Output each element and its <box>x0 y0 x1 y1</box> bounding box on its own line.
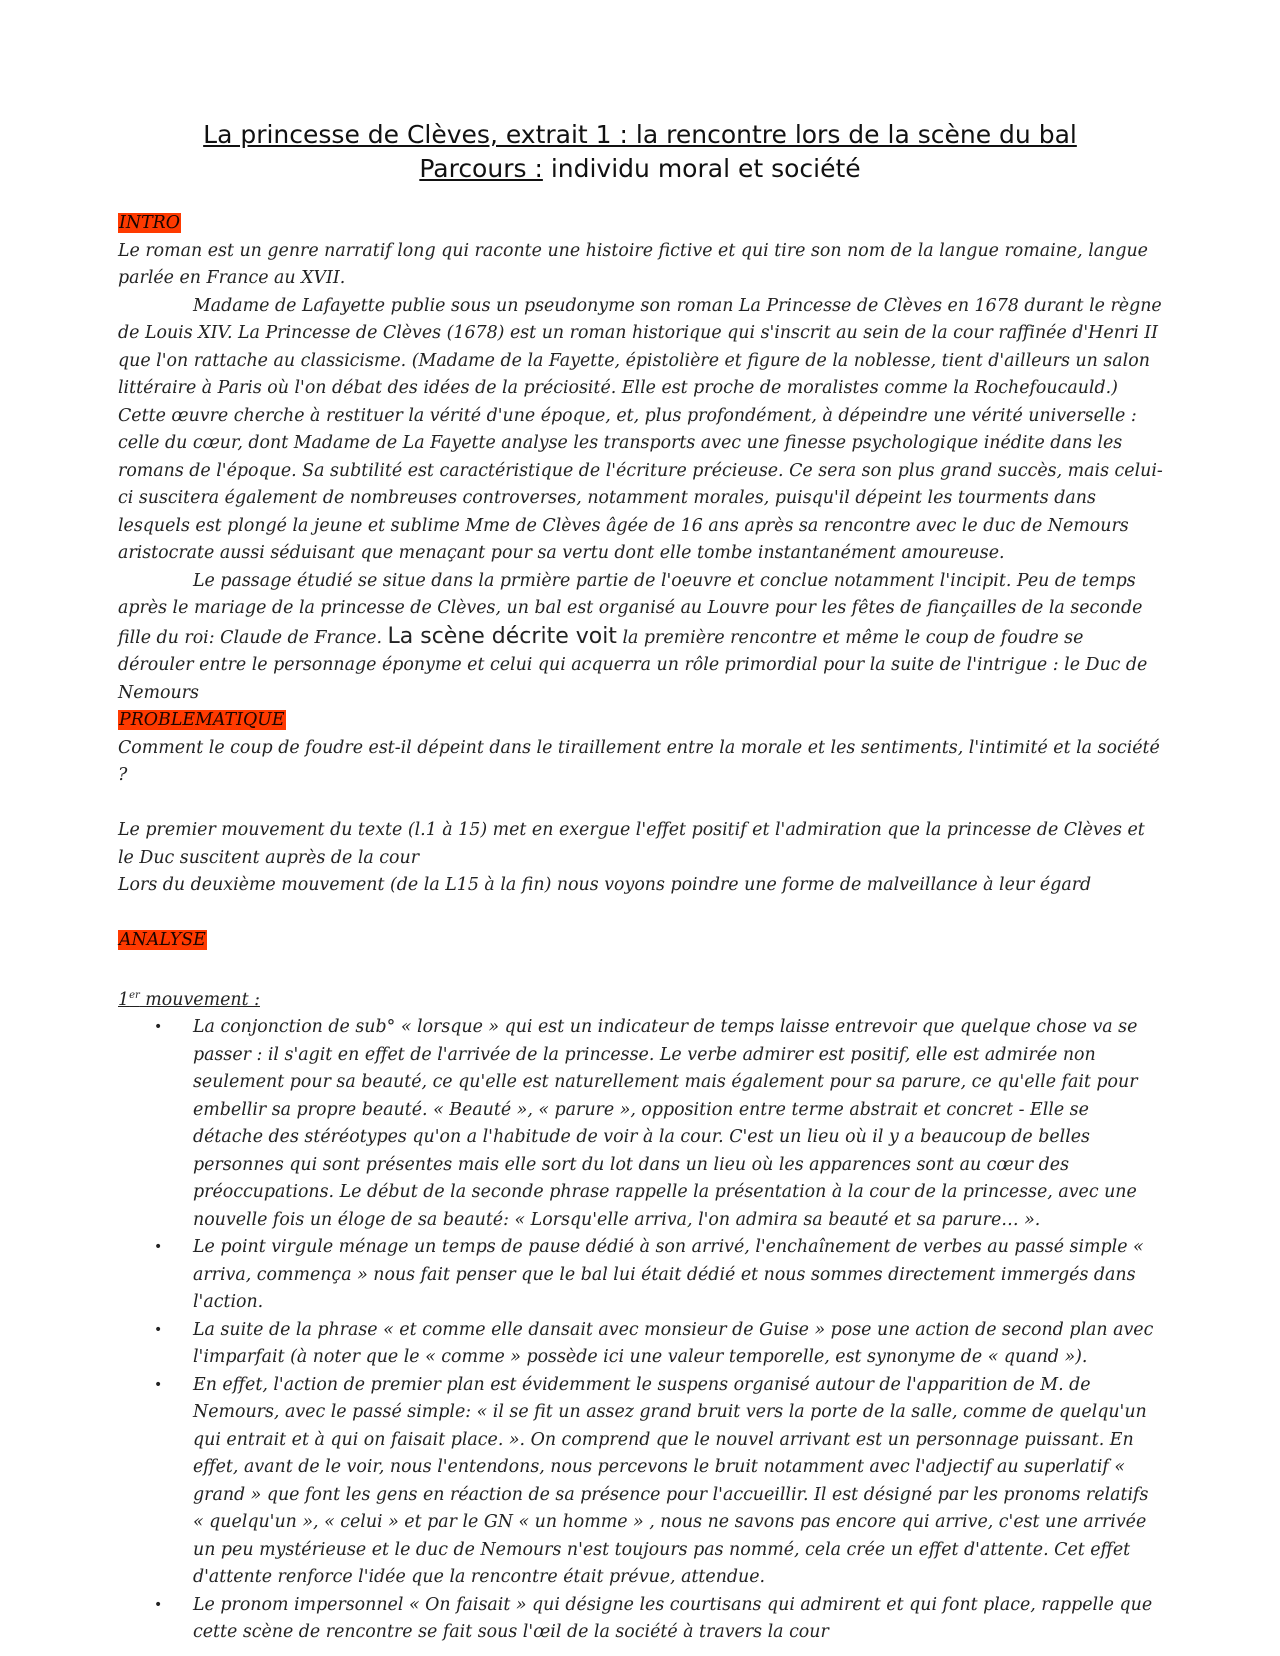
bullet-icon: • <box>154 1321 163 1338</box>
movement-2-summary: Lors du deuxième mouvement (de la L15 à la fin) nous voyons poindre une forme de malveillance à leur égard <box>118 875 1092 895</box>
intro-paragraph-3-emphasis: La scène décrite voit <box>387 623 617 649</box>
intro-paragraph-2: Madame de Lafayette publie sous un pseudonyme son roman La Princesse de Clèves en 1678 durant le règne de Louis XIV. La Princesse de Clèves (1678) est un roman historique qui s'inscrit au sein de la cour raffinée d'Henri II que l'on rattache au classicisme. (Madame de la Fayette, épistolière et figure de la noblesse, tient d'ailleurs un salon littéraire à Paris où l'on débat des idées de la préciosité. Elle est proche de moralistes comme la Rochefoucauld.) Cette œuvre cherche à restituer la vérité d'une époque, et, plus profondément, à dépeindre une vérité universelle : celle du cœur, dont Madame de La Fayette analyse les transports avec une finesse psychologique inédite dans les romans de l'époque. Sa subtilité est caractéristique de l'écriture précieuse. Ce sera son plus grand succès, mais celui-ci suscitera également de nombreuses controverses, notamment morales, puisqu'il dépeint les tourments dans lesquels est plongé la jeune et sublime Mme de Clèves âgée de 16 ans après sa rencontre avec le duc de Nemours aristocrate aussi séduisant que menaçant pour sa vertu dont elle tombe instantanément amoureuse. <box>118 295 1163 563</box>
intro-paragraph-3-end: la première rencontre et même le coup de foudre se dérouler entre le personnage éponyme et celui qui acquerra un rôle primordial pour la suite de l'intrigue : le Duc de Nemours <box>118 627 1148 703</box>
intro-paragraph-3 <box>118 568 1163 708</box>
document-body <box>118 210 1163 1647</box>
list-item-text: Le pronom impersonnel « On faisait » qui désigne les courtisans qui admirent et qui font place, rappelle que cette scène de rencontre se fait sous l'œil de la société à travers la cour <box>193 1594 1153 1643</box>
analyse-heading: ANALYSE <box>119 930 206 950</box>
title-line: La princesse de Clèves, extrait 1 : la rencontre lors de la scène du bal <box>203 120 1077 149</box>
list-item <box>118 1317 1163 1372</box>
list-item <box>118 1014 1163 1234</box>
problematique-question: Comment le coup de foudre est-il dépeint dans le tiraillement entre la morale et les sentiments, l'intimité et la société ? <box>118 737 1160 785</box>
parcours-label: Parcours : <box>419 154 543 183</box>
bullet-icon: • <box>154 1019 163 1036</box>
movement-1-summary: Le premier mouvement du texte (l.1 à 15) met en exergue l'effet positif et l'admiration que la princesse de Clèves et le Duc suscitent auprès de la cour <box>118 820 1145 868</box>
movement-ordinal: er <box>129 990 140 1001</box>
movement-heading <box>118 982 1163 1014</box>
bullet-icon: • <box>154 1376 163 1393</box>
intro-heading: INTRO <box>119 213 181 233</box>
list-item <box>118 1234 1163 1317</box>
intro-paragraph-3-start: Le passage étudié se situe dans la prmière partie de l'oeuvre et conclue notamment l'incipit. Peu de temps après le mariage de la princesse de Clèves, un bal est organisé au Louvre pour les fêtes de fiançailles de la seconde fille du roi: Claude de France. <box>118 570 1143 648</box>
list-item-text: En effet, l'action de premier plan est évidemment le suspens organisé autour de l'apparition de M. de Nemours, avec le passé simple: « il se fit un assez grand bruit vers la porte de la salle, comme de quelqu'un qui entrait et à qui on faisait place. ». On comprend que le nouvel arrivant est un personnage puissant. En effet, avant de le voir, nous l'entendons, nous percevons le bruit notamment avec l'adjectif au superlatif « grand » que font les gens en réaction de sa présence pour l'accueillir. Il est désigné par les pronoms relatifs « quelqu'un », « celui » et par le GN « un homme » , nous ne savons pas encore qui arrive, c'est une arrivée un peu mystérieuse et le duc de Nemours n'est toujours pas nommé, cela crée un effet d'attente. Cet effet d'attente renforce l'idée que la rencontre était prévue, attendue. <box>193 1374 1149 1588</box>
movement-label: mouvement : <box>139 989 260 1010</box>
analysis-list <box>118 1014 1163 1647</box>
bullet-icon: • <box>154 1239 163 1256</box>
movement-number: 1 <box>118 989 130 1010</box>
list-item-text: Le point virgule ménage un temps de pause dédié à son arrivé, l'enchaînement de verbes au passé simple « arriva, commença » nous fait penser que le bal lui était dédié et nous sommes directement immergés dans l'action. <box>193 1237 1144 1313</box>
list-item <box>118 1592 1163 1647</box>
problematique-heading: PROBLEMATIQUE <box>119 710 285 730</box>
parcours-value: individu moral et société <box>542 154 861 183</box>
list-item <box>118 1372 1163 1592</box>
list-item-text: La suite de la phrase « et comme elle dansait avec monsieur de Guise » pose une action de second plan avec l'imparfait (à noter que le « comme » possède ici une valeur temporelle, est synonyme de « quand »). <box>193 1319 1154 1368</box>
intro-paragraph-1: Le roman est un genre narratif long qui raconte une histoire fictive et qui tire son nom de la langue romaine, langue parlée en France au XVII. <box>118 240 1148 288</box>
list-item-text: La conjonction de sub° « lorsque » qui est un indicateur de temps laisse entrevoir que quelque chose va se passer : il s'agit en effet de l'arrivée de la princesse. Le verbe admirer est positif, elle est admirée non seulement pour sa beauté, ce qu'elle est naturellement mais également pour sa parure, ce qu'elle fait pour embellir sa propre beauté. « Beauté », « parure », opposition entre terme abstrait et concret - Elle se détache des stéréotypes qu'on a l'habitude de voir à la cour. C'est un lieu où il y a beaucoup de belles personnes qui sont présentes mais elle sort du lot dans un lieu où les apparences sont au cœur des préoccupations. Le début de la seconde phrase rappelle la présentation à la cour de la princesse, avec une nouvelle fois un éloge de sa beauté: « Lorsqu'elle arriva, l'on admira sa beauté et sa parure… ». <box>193 1017 1138 1230</box>
parcours-line <box>100 152 1180 186</box>
document-title <box>100 118 1180 186</box>
bullet-icon: • <box>154 1596 163 1613</box>
